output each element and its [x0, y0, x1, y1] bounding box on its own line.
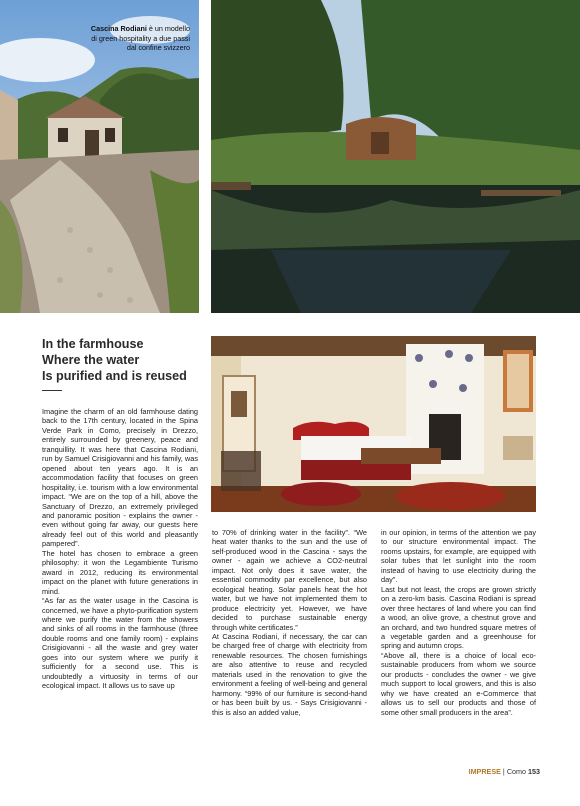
headline-divider: [42, 390, 62, 391]
article-headline: [42, 336, 207, 384]
caption-line3: dal confine svizzero: [126, 43, 190, 52]
bedroom-photo: [211, 336, 536, 512]
col3-paragraph-2: Last but not least, the crops are grown strictly on a zero-km basis. Cascina Rodiani is spread over three hectares of land where you can find a wood, an olive grove, a chestnut grove and an orchard, and two hundred square metres of a vegetable garden and a greenhouse for spring and autumn crops.: [381, 584, 536, 651]
page-footer: [469, 767, 540, 776]
col2-paragraph-2: At Cascina Rodiani, if necessary, the car can be charged free of charge with electricity from renewable resources. The chosen furnishings are also attentive to reuse and recycled materials used in the renovation to give the environment a feeling of well-being and general harmony. “99% of our furniture is second-hand or has been built by us. - Says Crisigiovanni - this is also an added value,: [212, 631, 367, 717]
text-column-3: [381, 528, 536, 717]
text-column-2: [212, 528, 367, 717]
section-name: Como: [506, 767, 526, 776]
col1-paragraph-3: “As far as the water usage in the Cascina is concerned, we have a phyto-purification system where we purify the water from the showers and sinks of all rooms in the farmhouse (three double rooms and one family room) - explains Crisigiovanni - all the waste and grey water goes into our system where we purify it sufficiently for a second use. This is undoubtedly a virtuosity in terms of our ecological impact. It allows us to save up: [42, 596, 198, 691]
magazine-name: IMPRESE: [468, 767, 501, 776]
col3-paragraph-3: “Above all, there is a choice of local eco-sustainable producers from whom we source our products - concludes the owner - we give much support to local growers, and this is also why we have created an e-Commerce that allows us to sell our products and those of some other small producers in the area”.: [381, 650, 536, 717]
headline-line-1: In the farmhouse: [42, 337, 144, 351]
col2-paragraph-1: to 70% of drinking water in the facility”. “We heat water thanks to the sun and the use of self-produced wood in the Cascina - says the owner - again we achieve a CO2-neutral impact. Not only does it save water, the essential commodity par excellence, but also ecological heating. Solar panels heat the hot water, but we have not implemented them to produce electricity yet. However, we have decided to purchase sustainable energy through white certificates.”: [212, 528, 367, 632]
col1-paragraph-1: Imagine the charm of an old farmhouse dating back to the 17th century, located in the Spina Verde Park in Como, precisely in Drezzo, entirely surrounded by greenery, peace and tranquillity. It was here that Cascina Rodiani, run by Samuel Crisigiovanni and his family, was opened about ten years ago. It is an accommodation facility that focuses on green hospitality, i.e. tourism with a low environmental impact. “We are on the top of a hill, above the Sanctuary of Drezzo, an extremely privileged and panoramic position - explains the owner - even without going far away, our guests here already feel out of this world and pleasantly pampered”.: [42, 407, 198, 549]
caption-line1: è un modello: [146, 24, 190, 33]
headline-line-2: Where the water: [42, 353, 140, 367]
caption-bold: Cascina Rodiani: [90, 24, 147, 33]
col3-paragraph-1: in our opinion, in terms of the attention we pay to our structure environmental impact. The rooms upstairs, for example, are equipped with solar tubes that let sunlight into the room instead of having to use electricity during the day”.: [381, 528, 536, 585]
text-column-1: [42, 407, 198, 691]
page-number: 153: [528, 767, 540, 776]
headline-line-3: Is purified and is reused: [42, 369, 187, 383]
photo-caption: [40, 24, 190, 53]
folio-separator: |: [500, 767, 507, 776]
col1-paragraph-2: The hotel has chosen to embrace a green philosophy: it won the Legambiente Turismo award in 2012, reducing its environmental impact on the planet with future generations in mind.: [42, 548, 198, 596]
caption-line2: di green hospitality a due passi: [91, 33, 190, 43]
pond-photo: [211, 0, 580, 313]
